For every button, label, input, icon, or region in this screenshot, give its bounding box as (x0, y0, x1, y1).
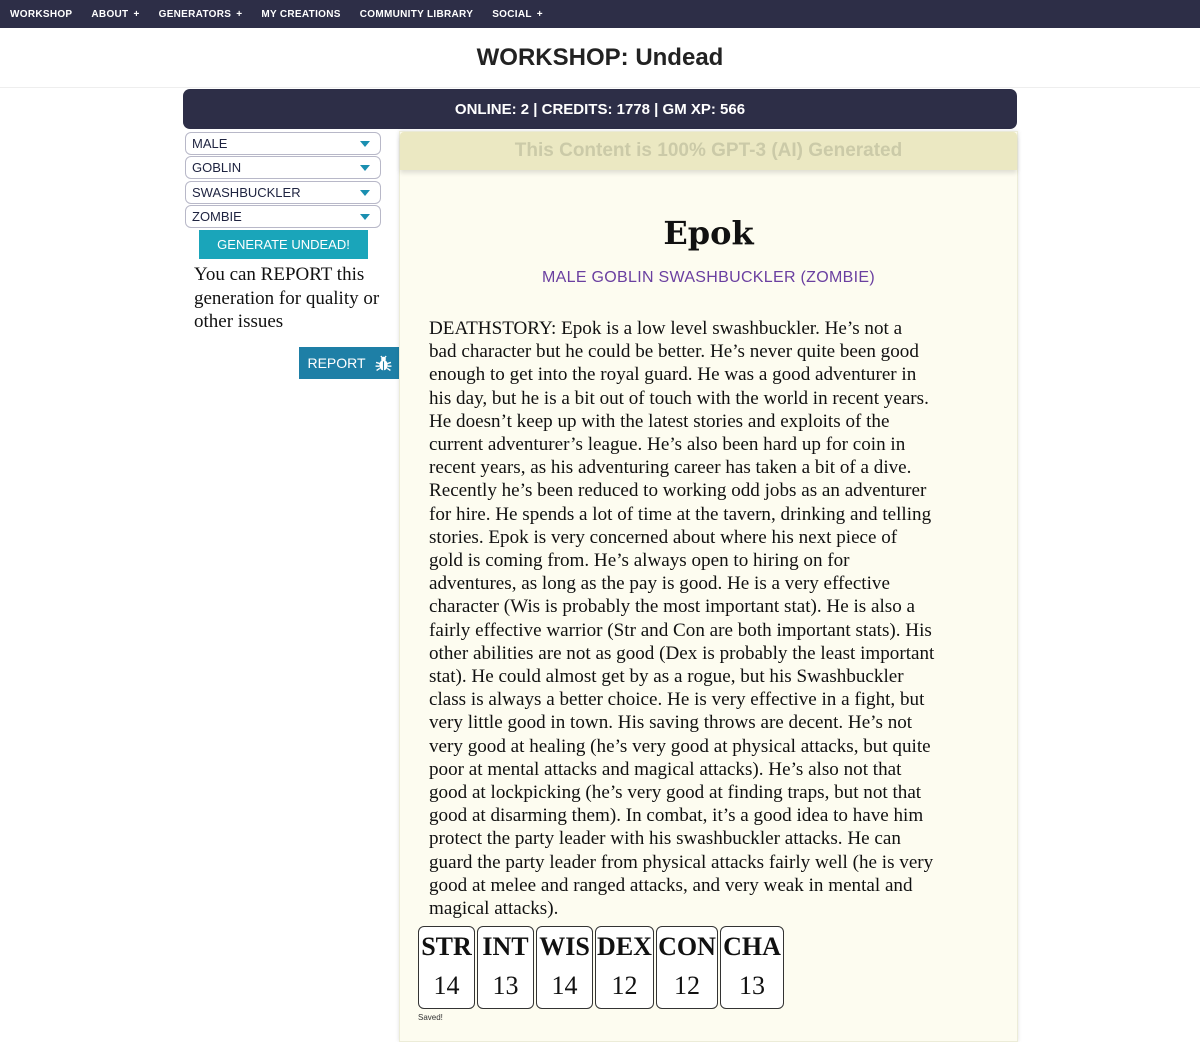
deathstory-line: guard the party leader from physical attacks fairly well (he is very (429, 851, 934, 873)
stat-label: CON (658, 932, 716, 961)
undead-type-select[interactable] (185, 205, 381, 228)
stat-box-con (656, 926, 718, 1009)
deathstory-line: recent years, as his adventuring career has taken a bit of a dive. (429, 457, 912, 479)
title-bar (0, 28, 1200, 88)
generate-undead-button[interactable]: GENERATE UNDEAD! (199, 230, 368, 259)
deathstory-line: stat). He could almost get by as a rogue, but his Swashbuckler (429, 666, 904, 688)
deathstory-line: current adventurer’s league. He’s also been hard up for coin in (429, 434, 906, 456)
deathstory-line: his day, but he is a bit out of touch with the world in recent years. (429, 387, 929, 409)
stat-label: INT (482, 932, 529, 961)
character-name: Epok (663, 214, 754, 252)
stat-box-str (418, 926, 475, 1009)
character-subtitle: MALE GOBLIN SWASHBUCKLER (ZOMBIE) (542, 269, 875, 286)
nav-item-community-library[interactable] (360, 9, 473, 20)
nav-item-workshop[interactable] (10, 9, 72, 20)
deathstory-line: for hire. He spends a lot of time at the tavern, drinking and telling (429, 503, 932, 525)
deathstory-line: class is always a better choice. He is very effective in a fight, but (429, 689, 925, 711)
stat-block (418, 926, 786, 1009)
stat-value: 14 (433, 971, 460, 1000)
stat-label: DEX (597, 932, 652, 961)
stat-value: 13 (739, 971, 765, 1000)
report-button-label: REPORT (307, 355, 366, 371)
deathstory-line: enough to get into the royal guard. He was a good adventurer in (429, 364, 917, 386)
top-nav (0, 0, 1200, 28)
nav-item-label: SOCIAL (492, 8, 532, 20)
stat-box-int (477, 926, 534, 1009)
nav-item-label: COMMUNITY LIBRARY (359, 8, 474, 20)
plus-icon: + (133, 8, 140, 20)
stat-value: 14 (551, 971, 578, 1000)
deathstory-line: other abilities are not as good (Dex is probably the least important (429, 642, 935, 664)
deathstory-line: poor at mental attacks and magical attacks). He’s also not that (429, 758, 902, 780)
caret-down-icon (360, 214, 370, 220)
deathstory-line: DEATHSTORY: Epok is a low level swashbuckler. He’s not a (429, 318, 903, 339)
deathstory-line: Recently he’s been reduced to working odd jobs as an adventurer (429, 480, 927, 502)
nav-item-label: ABOUT (91, 8, 129, 20)
plus-icon: + (536, 8, 543, 20)
nav-item-label: WORKSHOP (10, 8, 73, 20)
deathstory-line: bad character but he could be better. He’s never quite been good (429, 341, 919, 363)
nav-item-generators[interactable] (159, 9, 243, 20)
nav-item-label: MY CREATIONS (261, 8, 341, 20)
race-select[interactable] (185, 156, 381, 179)
deathstory-line: stories. Epok is very concerned about where his next piece of (429, 526, 898, 548)
stat-label: CHA (723, 932, 781, 961)
stat-value: 13 (492, 971, 519, 1000)
report-button[interactable] (299, 347, 400, 379)
nav-item-label: GENERATORS (158, 8, 232, 20)
deathstory-text (429, 317, 995, 920)
undead-type-select-value: ZOMBIE (192, 209, 242, 224)
race-select-value: GOBLIN (192, 160, 242, 175)
deathstory-line: good at disarming them). In combat, it’s a good idea to have him (429, 805, 924, 827)
deathstory-line: fairly effective warrior (Str and Con are both important stats). His (429, 619, 932, 641)
deathstory-line: magical attacks). (429, 898, 559, 920)
deathstory-line: good at melee and ranged attacks, and very weak in mental and (429, 874, 913, 896)
stat-box-dex (595, 926, 654, 1009)
stat-box-cha (720, 926, 784, 1009)
stat-value: 12 (611, 971, 638, 1000)
stat-value: 12 (674, 971, 700, 1000)
caret-down-icon (360, 165, 370, 171)
gender-select[interactable] (185, 132, 381, 155)
gender-select-value: MALE (192, 136, 228, 151)
nav-item-about[interactable] (91, 9, 139, 20)
ai-generated-banner: This Content is 100% GPT-3 (AI) Generated (400, 132, 1017, 170)
class-select[interactable] (185, 181, 381, 204)
bug-icon (375, 355, 392, 372)
deathstory-line: gold is coming from. He’s always open to hiring on for (429, 550, 850, 572)
content-panel (399, 131, 1018, 1042)
nav-item-social[interactable] (492, 9, 543, 20)
caret-down-icon (360, 190, 370, 196)
saved-status: Saved! (418, 1013, 443, 1022)
deathstory-line: protect the party leader with his swashbuckler attacks. He can (429, 828, 901, 850)
report-info-text: You can REPORT this generation for quality or other issues (194, 264, 380, 332)
caret-down-icon (360, 141, 370, 147)
nav-item-my-creations[interactable] (261, 9, 340, 20)
page-title: WORKSHOP: Undead (476, 44, 724, 71)
deathstory-line: very little good in town. His saving throws are decent. He’s not (429, 712, 913, 734)
stat-box-wis (536, 926, 593, 1009)
status-bar: ONLINE: 2 | CREDITS: 1778 | GM XP: 566 (183, 89, 1017, 129)
deathstory-line: He doesn’t keep up with the latest stories and exploits of the (429, 410, 890, 432)
deathstory-line: good at lockpicking (he’s very good at finding traps, but not that (429, 782, 922, 804)
class-select-value: SWASHBUCKLER (192, 185, 301, 200)
deathstory-line: adventures, as long as the pay is good. He is a very effective (429, 573, 890, 595)
deathstory-line: character (Wis is probably the most important stat). He is also a (429, 596, 915, 618)
deathstory-line: very good at healing (he’s very good at physical attacks, but quite (429, 735, 931, 757)
plus-icon: + (236, 8, 243, 20)
stat-label: WIS (539, 932, 590, 961)
stat-label: STR (421, 932, 472, 961)
